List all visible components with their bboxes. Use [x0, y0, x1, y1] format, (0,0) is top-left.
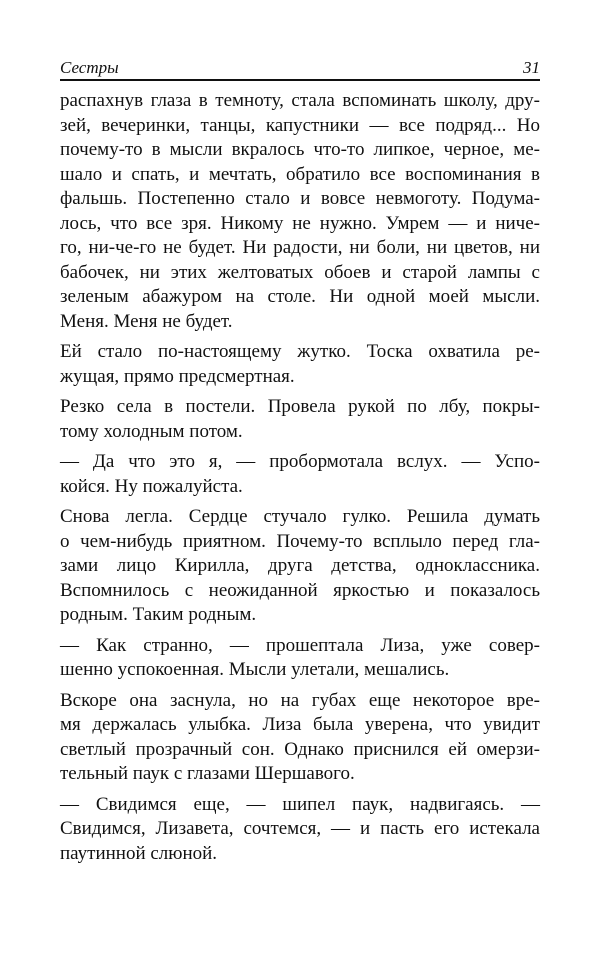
text-line: почему-то в мысли вкралось что-то липкое, черное, ме- [60, 139, 540, 160]
text-line: зей, вечеринки, танцы, капустники — все подряд... Но [60, 114, 540, 136]
text-line: Меня. Меня не будет. [60, 310, 233, 332]
text-line: Ей стало по-настоящему жутко. Тоска охватила ре- [60, 341, 540, 362]
text-line: Резко села в постели. Провела рукой по лбу, покры- [60, 396, 540, 417]
text-line: лось, что все зря. Никому не нужно. Умрем — и ниче- [60, 212, 540, 234]
text-line: о чем-нибудь приятном. Почему-то всплыло перед гла- [60, 530, 540, 552]
text-line: Свидимся, Лизавета, сочтемся, — и пасть его истекала [60, 818, 540, 839]
text-line: Вскоре она заснула, но на губах еще некоторое вре- [60, 689, 540, 711]
running-title: Сестры [60, 58, 119, 77]
paragraph [60, 634, 540, 683]
page-number: 31 [523, 58, 540, 77]
text-line: жущая, прямо предсмертная. [60, 365, 295, 387]
text-line: фальшь. Постепенно стало и вовсе невмоготу. Подума- [60, 188, 540, 209]
paragraph [60, 505, 540, 628]
text-line: Снова легла. Сердце стучало гулко. Решила думать [60, 506, 540, 527]
text-line: — Как странно, — прошептала Лиза, уже совер- [60, 634, 540, 656]
paragraph [60, 450, 540, 499]
text-line: тельный паук с глазами Шершавого. [60, 763, 355, 784]
running-header [60, 58, 540, 80]
text-line: тому холодным потом. [60, 420, 243, 442]
text-line: шенно успокоенная. Мысли улетали, мешались. [60, 659, 450, 680]
text-line: распахнув глаза в темноту, стала вспоминать школу, дру- [60, 90, 540, 111]
paragraph [60, 89, 540, 334]
text-line: койся. Ну пожалуйста. [60, 475, 243, 497]
text-line: светлый прозрачный сон. Однако приснился ей омерзи- [60, 738, 540, 760]
text-line: го, ни-че-го не будет. Ни радости, ни боли, ни цветов, ни [60, 237, 540, 258]
text-line: — Свидимся еще, — шипел паук, надвигаясь. — [60, 793, 540, 815]
header-rule [60, 79, 540, 81]
paragraph [60, 340, 540, 389]
text-line: зеленым абажуром на столе. Ни одной моей мысли. [60, 286, 540, 307]
paragraph [60, 689, 540, 787]
text-line: родным. Таким родным. [60, 604, 257, 625]
text-line: паутинной слюной. [60, 842, 218, 864]
paragraph [60, 793, 540, 867]
text-line: шало и спать, и мечтать, обратило все воспоминания в [60, 163, 540, 185]
text-line: Вспомнилось с неожиданной яркостью и показалось [60, 579, 540, 601]
body-text [60, 89, 540, 872]
text-line: зами лицо Кирилла, друга детства, одноклассника. [60, 555, 540, 576]
paragraph [60, 395, 540, 444]
text-line: — Да что это я, — пробормотала вслух. — Успо- [60, 451, 540, 472]
text-line: бабочек, ни этих желтоватых обоев и старой лампы с [60, 261, 540, 283]
text-line: мя держалась улыбка. Лиза была уверена, что увидит [60, 714, 540, 735]
